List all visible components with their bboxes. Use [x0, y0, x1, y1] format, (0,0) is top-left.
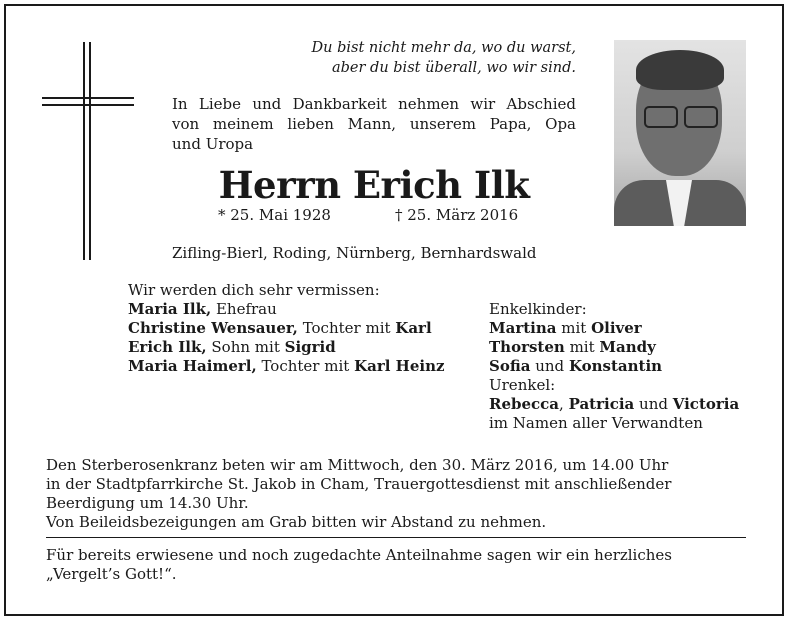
family-relation: Sohn mit: [206, 338, 285, 356]
intro-line: von meinem lieben Mann, unserem Papa, Opa: [172, 115, 576, 133]
death-date: † 25. März 2016: [395, 206, 519, 224]
info-line: in der Stadtpfarrkirche St. Jakob in Cham, Trauergottesdienst mit anschließender: [46, 475, 672, 493]
divider: [46, 537, 746, 538]
connector: und: [634, 395, 673, 413]
grandchild-name: Martina: [489, 319, 557, 337]
birth-date: * 25. Mai 1928: [218, 206, 331, 224]
family-name: Maria Haimerl,: [128, 357, 257, 375]
grandchild-entry: [489, 357, 739, 376]
family-name: Christine Wensauer,: [128, 319, 298, 337]
grandchildren-heading: Enkelkinder:: [489, 300, 587, 318]
family-partner: Sigrid: [284, 338, 336, 356]
family-entry: [128, 300, 445, 319]
family-partner: Karl Heinz: [354, 357, 445, 375]
grandchild-partner: Konstantin: [568, 357, 663, 375]
grandchildren-list: [489, 300, 739, 433]
grandchild-name: Thorsten: [489, 338, 565, 356]
mourners-heading: Wir werden dich sehr vermissen:: [128, 281, 380, 299]
motto-line: aber du bist überall, wo wir sind.: [332, 60, 576, 76]
info-line: Beerdigung um 14.30 Uhr.: [46, 494, 249, 512]
info-line: Von Beileidsbezeigungen am Grab bitten wir Abstand zu nehmen.: [46, 513, 547, 531]
family-list: [128, 281, 445, 376]
info-line: Den Sterberosenkranz beten wir am Mittwoch, den 30. März 2016, um 14.00 Uhr: [46, 456, 669, 474]
intro-line: In Liebe und Dankbarkeit nehmen wir Abschied: [172, 95, 576, 113]
service-info: [46, 456, 746, 532]
family-entry: [128, 357, 445, 376]
connector: mit: [564, 338, 600, 356]
family-relation: Tochter mit: [297, 319, 396, 337]
great-grandchildren-heading: Urenkel:: [489, 376, 556, 394]
thanks-line: „Vergelt’s Gott!“.: [46, 565, 177, 583]
thanks-text: [46, 546, 746, 584]
family-name: Erich Ilk,: [128, 338, 207, 356]
connector: ,: [559, 395, 569, 413]
deceased-name: Herrn Erich Ilk: [218, 163, 530, 207]
thanks-line: Für bereits erwiesene und noch zugedachte Anteilnahme sagen wir ein herzliches: [46, 546, 672, 564]
grandchild-entry: [489, 338, 739, 357]
great-grandchild-name: Patricia: [568, 395, 635, 413]
closing-line: im Namen aller Verwandten: [489, 414, 703, 432]
connector: und: [530, 357, 569, 375]
family-name: Maria Ilk,: [128, 300, 212, 318]
grandchild-partner: Oliver: [591, 319, 642, 337]
portrait-photo: [614, 40, 746, 226]
connector: mit: [556, 319, 592, 337]
grandchild-name: Sofia: [489, 357, 531, 375]
intro-line: und Uropa: [172, 135, 254, 153]
family-entry: [128, 338, 445, 357]
grandchild-partner: Mandy: [599, 338, 656, 356]
intro-text: [172, 94, 576, 154]
grandchild-entry: [489, 319, 739, 338]
great-grandchildren-entry: [489, 395, 739, 414]
family-partner: Karl: [395, 319, 432, 337]
cross-icon: [42, 42, 134, 260]
family-relation: Ehefrau: [211, 300, 277, 318]
places-line: Zifling-Bierl, Roding, Nürnberg, Bernhardswald: [172, 244, 537, 262]
family-relation: Tochter mit: [256, 357, 355, 375]
motto-quote: [286, 38, 576, 78]
great-grandchild-name: Victoria: [672, 395, 740, 413]
great-grandchild-name: Rebecca: [489, 395, 560, 413]
family-entry: [128, 319, 445, 338]
motto-line: Du bist nicht mehr da, wo du warst,: [311, 40, 576, 56]
